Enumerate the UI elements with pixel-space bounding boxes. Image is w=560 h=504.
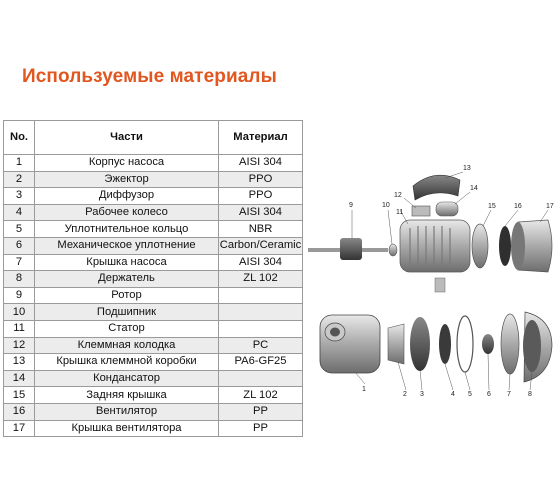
table-row <box>4 387 303 404</box>
pump-exploded-diagram <box>300 150 560 410</box>
label-9: 9 <box>349 202 353 209</box>
table-row <box>4 271 303 288</box>
cell-part: Клеммная колодка <box>35 337 219 354</box>
part-capacitor <box>436 202 458 216</box>
cell-material <box>219 304 303 321</box>
table-row <box>4 420 303 437</box>
part-terminal-cover <box>413 175 460 200</box>
cell-no: 6 <box>4 237 35 254</box>
cell-no: 9 <box>4 287 35 304</box>
table-row <box>4 221 303 238</box>
table-header-row <box>4 121 303 155</box>
cell-material: AISI 304 <box>219 155 303 172</box>
cell-part: Крышка вентилятора <box>35 420 219 437</box>
cell-no: 2 <box>4 171 35 188</box>
table-row <box>4 287 303 304</box>
label-6: 6 <box>487 391 491 398</box>
cell-material: PPO <box>219 171 303 188</box>
label-15: 15 <box>488 203 496 210</box>
cell-part: Кондансатор <box>35 370 219 387</box>
table-row <box>4 337 303 354</box>
cell-material: PA6-GF25 <box>219 354 303 371</box>
cell-part: Уплотнительное кольцо <box>35 221 219 238</box>
cell-part: Крышка клеммной коробки <box>35 354 219 371</box>
cell-material: ZL 102 <box>219 271 303 288</box>
part-fan <box>499 226 511 266</box>
table-row <box>4 237 303 254</box>
cell-part: Механическое уплотнение <box>35 237 219 254</box>
cell-part: Корпус насоса <box>35 155 219 172</box>
label-17: 17 <box>546 203 554 210</box>
label-7: 7 <box>507 391 511 398</box>
table-row <box>4 204 303 221</box>
cell-material: PPO <box>219 188 303 205</box>
label-8: 8 <box>528 391 532 398</box>
cell-no: 3 <box>4 188 35 205</box>
table-row <box>4 320 303 337</box>
cell-material: PP <box>219 420 303 437</box>
part-bearing <box>389 244 397 256</box>
part-pump-cover <box>501 314 519 374</box>
part-mechanical-seal <box>482 334 494 354</box>
label-5: 5 <box>468 391 472 398</box>
cell-no: 7 <box>4 254 35 271</box>
header-part: Части <box>35 121 219 155</box>
cell-material: AISI 304 <box>219 254 303 271</box>
part-rotor <box>308 238 388 260</box>
cell-part: Эжектор <box>35 171 219 188</box>
table-row <box>4 254 303 271</box>
part-pump-body <box>320 315 380 373</box>
part-o-ring <box>457 316 473 372</box>
table-row <box>4 403 303 420</box>
part-diffuser <box>410 317 430 371</box>
cell-material: AISI 304 <box>219 204 303 221</box>
cell-no: 14 <box>4 370 35 387</box>
cell-material: ZL 102 <box>219 387 303 404</box>
table-row <box>4 155 303 172</box>
cell-material: Carbon/Ceramic <box>219 237 303 254</box>
cell-material: PP <box>219 403 303 420</box>
part-impeller <box>439 324 451 364</box>
label-4: 4 <box>451 391 455 398</box>
cell-no: 4 <box>4 204 35 221</box>
cell-part: Вентилятор <box>35 403 219 420</box>
label-11: 11 <box>396 209 404 216</box>
cell-part: Ротор <box>35 287 219 304</box>
cell-no: 17 <box>4 420 35 437</box>
cell-no: 13 <box>4 354 35 371</box>
table-row <box>4 304 303 321</box>
table-row <box>4 370 303 387</box>
cell-no: 16 <box>4 403 35 420</box>
part-ejector <box>388 324 404 364</box>
header-material: Материал <box>219 121 303 155</box>
cell-no: 12 <box>4 337 35 354</box>
header-no: No. <box>4 121 35 155</box>
part-holder <box>523 312 552 382</box>
label-3: 3 <box>420 391 424 398</box>
cell-no: 15 <box>4 387 35 404</box>
cell-no: 11 <box>4 320 35 337</box>
label-13: 13 <box>463 165 471 172</box>
label-16: 16 <box>514 203 522 210</box>
materials-table <box>3 120 303 437</box>
cell-no: 10 <box>4 304 35 321</box>
cell-part: Подшипник <box>35 304 219 321</box>
page-title: Используемые материалы <box>22 66 277 87</box>
table-row <box>4 171 303 188</box>
cell-material <box>219 287 303 304</box>
cell-no: 5 <box>4 221 35 238</box>
cell-material: PC <box>219 337 303 354</box>
label-1: 1 <box>362 386 366 393</box>
part-terminal-block <box>412 206 430 216</box>
label-12: 12 <box>394 192 402 199</box>
cell-part: Диффузор <box>35 188 219 205</box>
table-row <box>4 188 303 205</box>
cell-no: 1 <box>4 155 35 172</box>
cell-part: Задняя крышка <box>35 387 219 404</box>
label-10: 10 <box>382 202 390 209</box>
cell-material <box>219 320 303 337</box>
cell-part: Рабочее колесо <box>35 204 219 221</box>
cell-part: Статор <box>35 320 219 337</box>
part-fan-cover <box>511 220 552 272</box>
table-row <box>4 354 303 371</box>
part-stator <box>400 220 470 272</box>
cell-part: Держатель <box>35 271 219 288</box>
cell-material: NBR <box>219 221 303 238</box>
label-2: 2 <box>403 391 407 398</box>
part-rear-cover <box>472 224 488 268</box>
label-14: 14 <box>470 185 478 192</box>
cell-part: Крышка насоса <box>35 254 219 271</box>
cell-no: 8 <box>4 271 35 288</box>
cell-material <box>219 370 303 387</box>
